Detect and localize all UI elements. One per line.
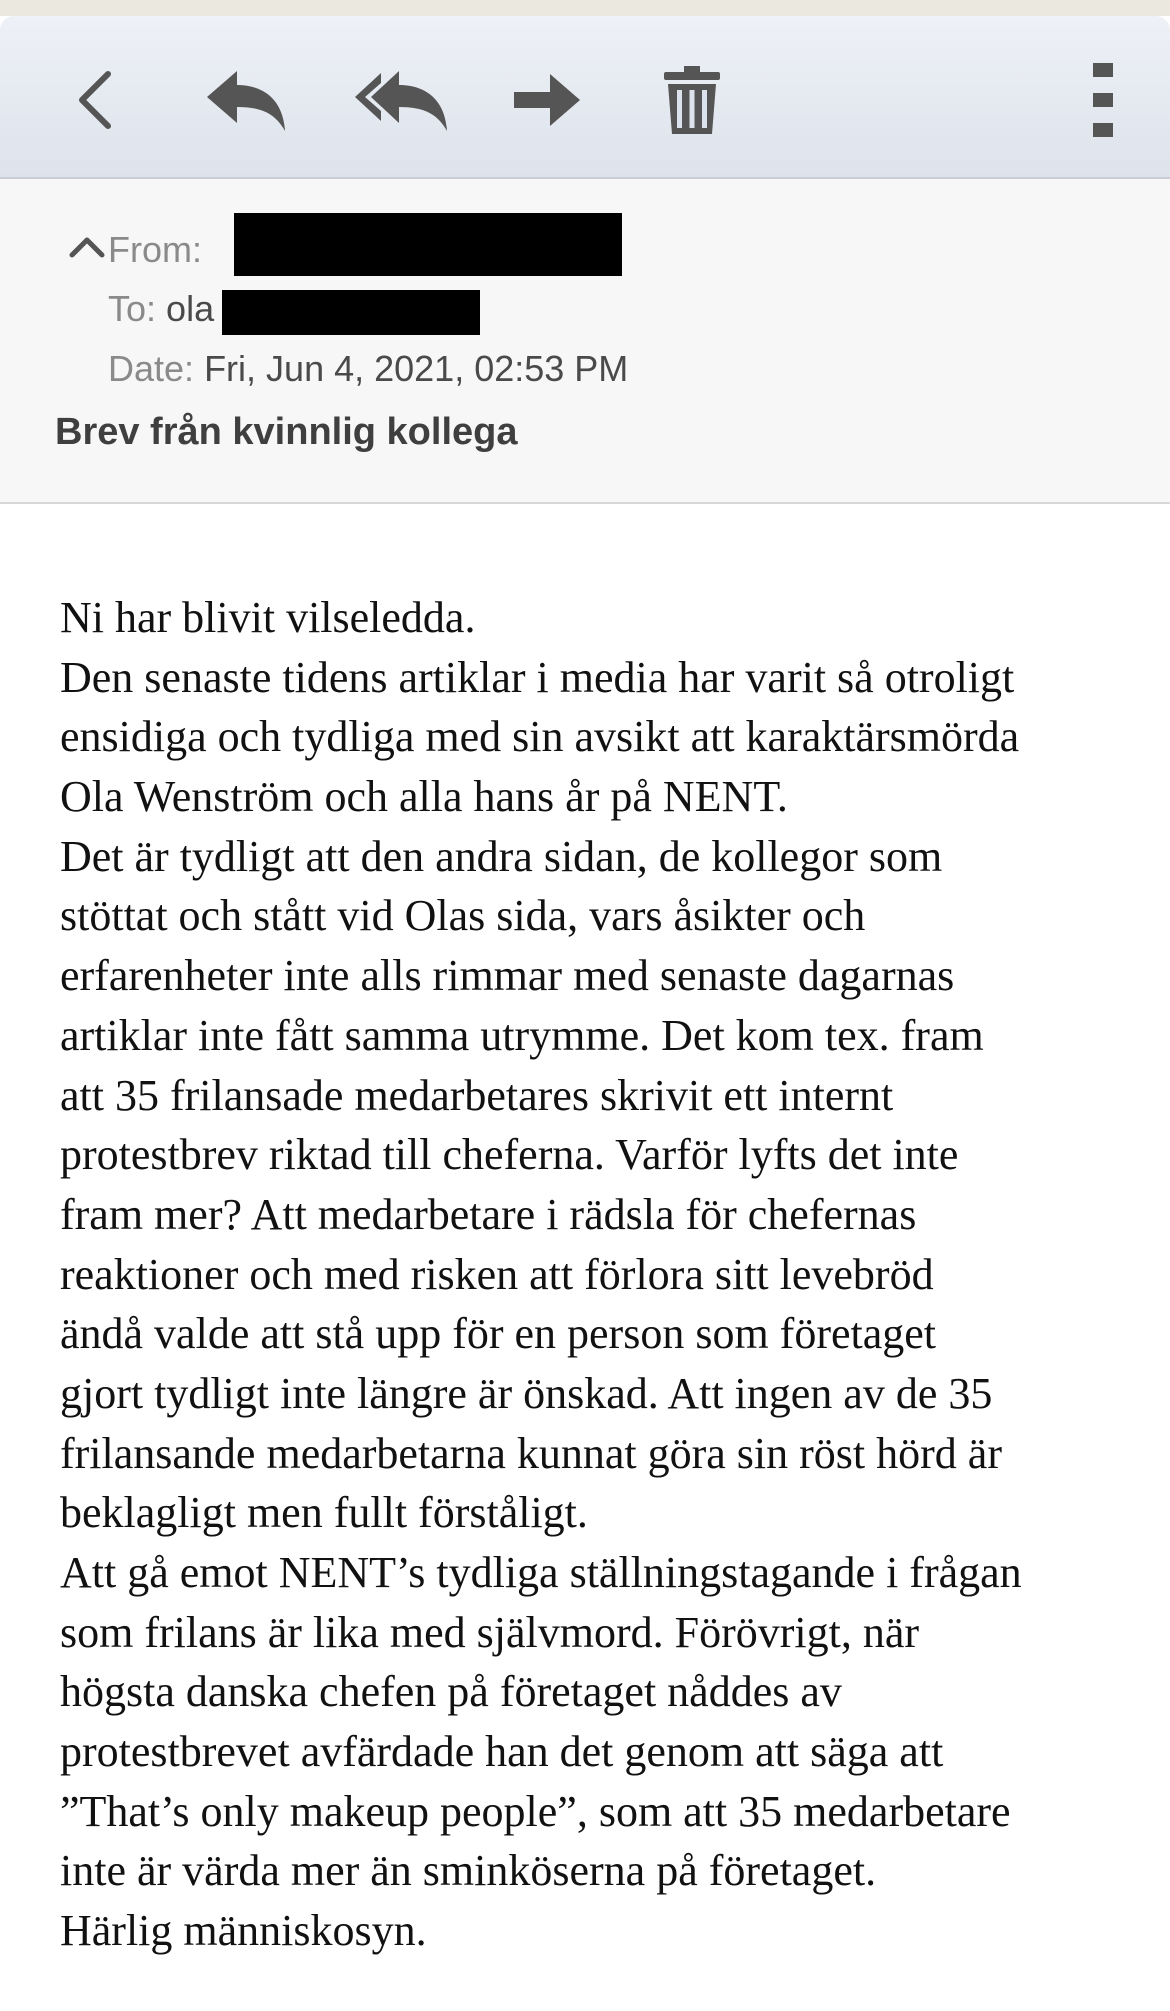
body-line: ändå valde att stå upp för en person som företaget bbox=[60, 1309, 937, 1359]
body-line: Ola Wenström och alla hans år på NENT. bbox=[60, 772, 788, 822]
message-header bbox=[0, 179, 1170, 504]
reply-all-icon[interactable] bbox=[348, 54, 454, 146]
reply-icon[interactable] bbox=[198, 54, 294, 146]
body-line: Härlig människosyn. bbox=[60, 1906, 427, 1956]
body-line: Att gå emot NENT’s tydliga ställningstagande i frågan bbox=[60, 1548, 1022, 1597]
more-options-icon[interactable] bbox=[1088, 54, 1118, 146]
body-line: att 35 frilansade medarbetares skrivit ett internt bbox=[60, 1070, 894, 1120]
from-row bbox=[108, 229, 202, 271]
body-line: fram mer? Att medarbetare i rädsla för chefernas bbox=[60, 1189, 917, 1239]
body-line: Det är tydligt att den andra sidan, de kollegor som bbox=[60, 831, 943, 881]
body-line: beklagligt men fullt förståligt. bbox=[60, 1488, 588, 1538]
body-line: erfarenheter inte alls rimmar med senaste dagarnas bbox=[60, 951, 955, 1001]
date-row bbox=[108, 348, 628, 390]
body-line: som frilans är lika med självmord. Förövrigt, när bbox=[60, 1607, 920, 1657]
sender-redaction bbox=[234, 213, 622, 276]
body-line: reaktioner och med risken att förlora sitt levebröd bbox=[60, 1249, 934, 1299]
date-value: Fri, Jun 4, 2021, 02:53 PM bbox=[204, 348, 629, 389]
forward-icon[interactable] bbox=[508, 54, 584, 146]
body-line: stöttat och stått vid Olas sida, vars åsikter och bbox=[60, 891, 866, 941]
recipient-redaction bbox=[222, 290, 480, 335]
to-row bbox=[108, 288, 214, 330]
body-line: artiklar inte fått samma utrymme. Det kom tex. fram bbox=[60, 1010, 984, 1060]
body-line: högsta danska chefen på företaget nåddes av bbox=[60, 1667, 842, 1717]
from-label: From: bbox=[108, 229, 202, 270]
trash-icon[interactable] bbox=[660, 54, 724, 146]
body-line: protestbrev riktad till cheferna. Varför lyfts det inte bbox=[60, 1130, 959, 1180]
collapse-caret-icon[interactable] bbox=[68, 235, 106, 264]
body-line: Den senaste tidens artiklar i media har varit så otroligt bbox=[60, 652, 1015, 702]
body-line: inte är värda mer än sminköserna på företaget. bbox=[60, 1846, 877, 1896]
message-body bbox=[60, 588, 1150, 1961]
date-label: Date: bbox=[108, 348, 195, 389]
body-line: gjort tydligt inte längre är önskad. Att ingen av de 35 bbox=[60, 1368, 993, 1418]
body-line: Ni har blivit vilseledda. bbox=[60, 593, 476, 642]
to-label: To: bbox=[108, 288, 157, 329]
body-line: frilansande medarbetarna kunnat göra sin röst hörd är bbox=[60, 1428, 1002, 1478]
body-line: ”That’s only makeup people”, som att 35 medarbetare bbox=[60, 1786, 1011, 1836]
back-icon[interactable] bbox=[62, 54, 126, 146]
mail-toolbar bbox=[0, 16, 1170, 179]
clipped-text-line bbox=[60, 1960, 71, 2011]
status-bar-strip bbox=[0, 0, 1170, 16]
to-value: ola bbox=[166, 288, 215, 329]
subject-line: Brev från kvinnlig kollega bbox=[55, 411, 518, 453]
body-line: protestbrevet avfärdade han det genom att säga att bbox=[60, 1727, 944, 1777]
body-line: ensidiga och tydliga med sin avsikt att karaktärsmörda bbox=[60, 712, 1020, 762]
